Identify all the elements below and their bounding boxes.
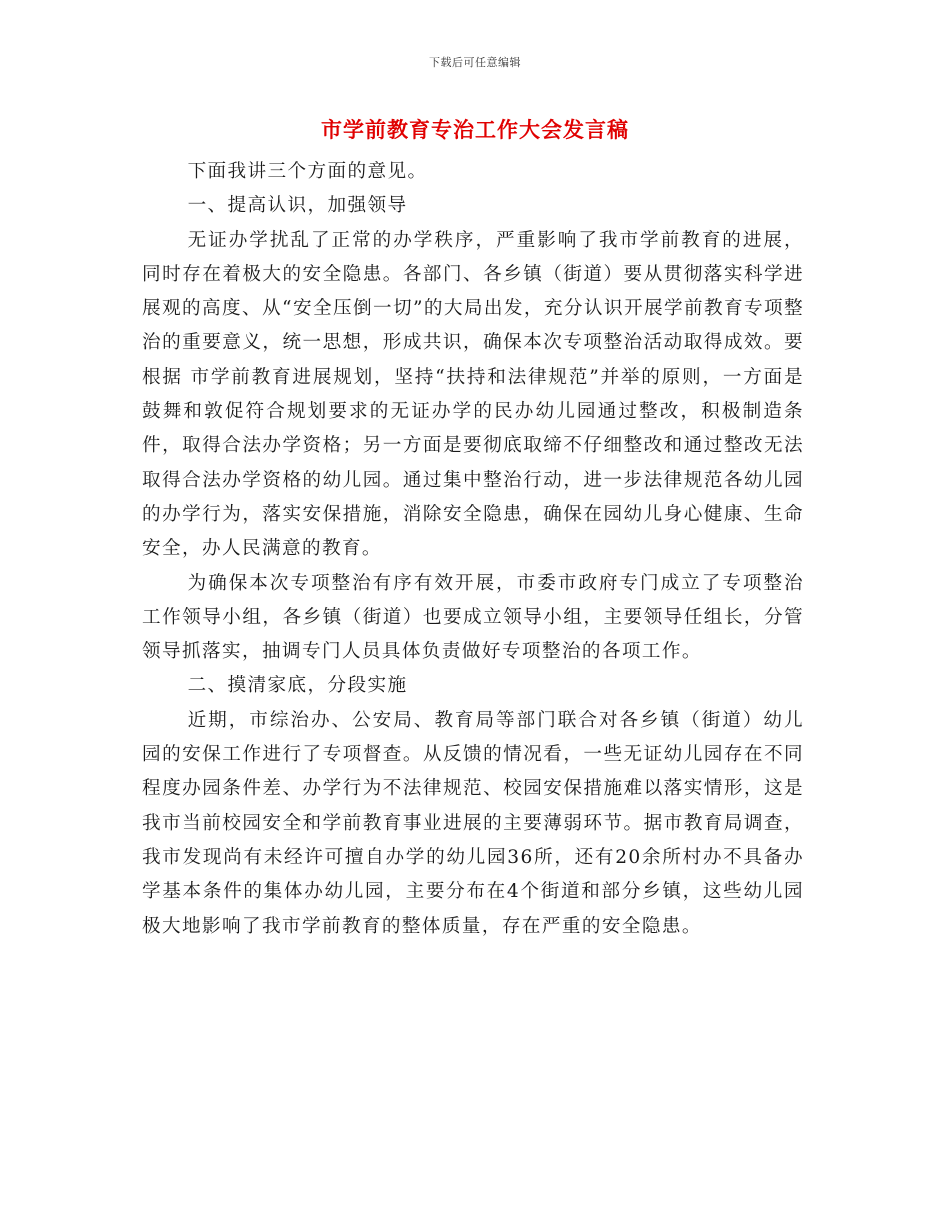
body-paragraph: 近期，市综治办、公安局、教育局等部门联合对各乡镇（街道）幼儿园的安保工作进行了专项督查。从反馈的情况看，一些无证幼儿园存在不同程度办园条件差、办学行为不法律规范、校园安保措施难以落实情形，这是我市当前校园安全和学前教育事业进展的主要薄弱环节。据市教育局调查，我市发现尚有未经许可擅自办学的幼儿园36所，还有20余所村办不具备办学基本条件的集体办幼儿园，主要分布在4个街道和部分乡镇，这些幼儿园极大地影响了我市学前教育的整体质量，存在严重的安全隐患。 (142, 709, 804, 937)
body-paragraph: 为确保本次专项整治有序有效开展，市委市政府专门成立了专项整治工作领导小组，各乡镇（街道）也要成立领导小组，主要领导任组长，分管领导抓落实，抽调专门人员具体负责做好专项整治的各项工作。 (142, 572, 804, 663)
intro-paragraph: 下面我讲三个方面的意见。 (187, 161, 428, 182)
header-note: 下载后可任意编辑 (429, 56, 521, 69)
section-heading-1: 一、提高认识，加强领导 (187, 195, 408, 217)
section-heading-2: 二、摸清家底，分段实施 (187, 675, 408, 697)
document-body (142, 155, 804, 944)
body-paragraph: 无证办学扰乱了正常的办学秩序，严重影响了我市学前教育的进展，同时存在着极大的安全隐患。各部门、各乡镇（街道）要从贯彻落实科学进展观的高度、从“安全压倒一切”的大局出发，充分认识开展学前教育专项整治的重要意义，统一思想，形成共识，确保本次专项整治活动取得成效。要根据 市学前教育进展规划，坚持“扶持和法律规范”并举的原则，一方面是鼓舞和敦促符合规划要求的无证办学的民办幼儿园通过整改，积极制造条件，取得合法办学资格；另一方面是要彻底取缔不仔细整改和通过整改无法取得合法办学资格的幼儿园。通过集中整治行动，进一步法律规范各幼儿园的办学行为，落实安保措施，消除安全隐患，确保在园幼儿身心健康、生命安全，办人民满意的教育。 (142, 229, 804, 560)
document-title: 市学前教育专治工作大会发言稿 (321, 117, 629, 142)
